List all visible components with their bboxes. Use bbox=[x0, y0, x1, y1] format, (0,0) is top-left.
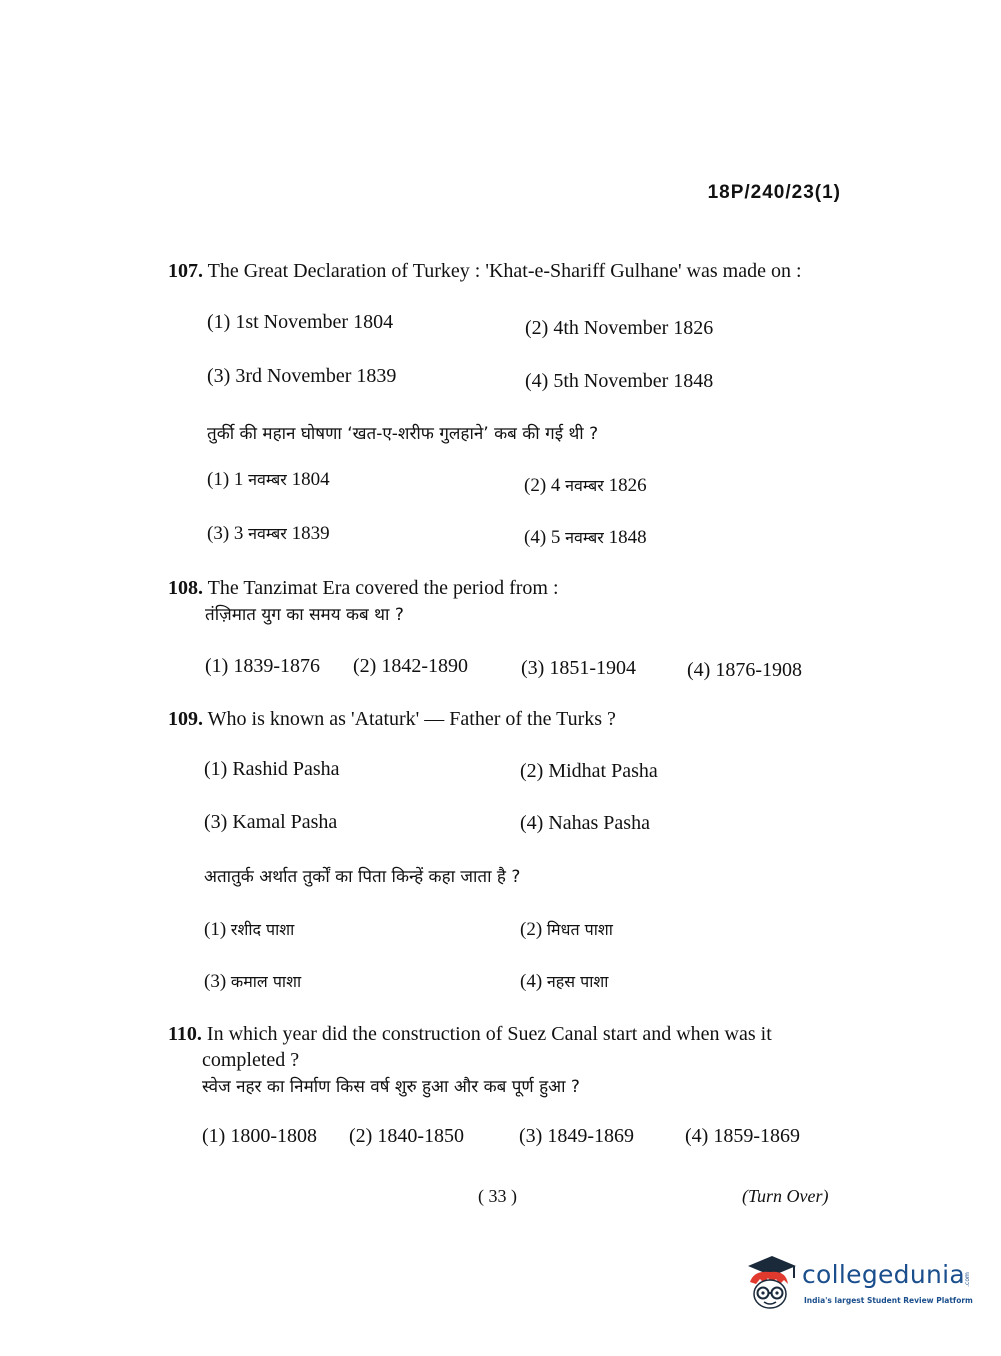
option-hi-3 bbox=[204, 970, 301, 993]
option-hi-4 bbox=[524, 526, 647, 549]
logo-brand-text: collegedunia bbox=[802, 1260, 965, 1289]
option-hi-year: 1804 bbox=[291, 469, 330, 490]
option-hi-2 bbox=[524, 474, 647, 497]
option-hi-label: कमाल पाशा bbox=[230, 972, 302, 991]
option-hi-num: (2) 4 bbox=[524, 475, 561, 496]
question-text-en: Who is known as 'Ataturk' — Father of the Turks ? bbox=[207, 708, 616, 730]
question-text-en: In which year did the construction of Suez Canal start and when was it completed ? bbox=[202, 1023, 772, 1071]
option-4: (4) Nahas Pasha bbox=[520, 812, 650, 834]
question-text bbox=[168, 706, 836, 732]
option-3: (3) 3rd November 1839 bbox=[207, 365, 397, 387]
option-hi-num: (4) bbox=[520, 971, 543, 992]
option-hi-month: नवम्बर bbox=[565, 476, 604, 495]
question-text bbox=[168, 575, 836, 601]
question-text-en: The Great Declaration of Turkey : 'Khat-e-Shariff Gulhane' was made on : bbox=[207, 260, 802, 282]
option-1: (1) Rashid Pasha bbox=[204, 758, 340, 780]
option-hi-num: (2) bbox=[520, 919, 543, 940]
option-hi-2 bbox=[520, 918, 613, 941]
option-2: (2) 1842-1890 bbox=[353, 655, 468, 677]
question-number: 110. bbox=[168, 1023, 202, 1045]
question-number: 108. bbox=[168, 577, 203, 599]
option-4: (4) 1859-1869 bbox=[685, 1125, 800, 1147]
option-hi-label: नहस पाशा bbox=[546, 972, 609, 991]
option-hi-num: (3) bbox=[204, 971, 227, 992]
option-2: (2) Midhat Pasha bbox=[520, 760, 658, 782]
collegedunia-watermark bbox=[742, 1252, 972, 1316]
option-hi-num: (1) 1 bbox=[207, 469, 244, 490]
question-text-en: The Tanzimat Era covered the period from : bbox=[207, 577, 559, 599]
page-code: 18P/240/23(1) bbox=[707, 182, 841, 203]
option-hi-1 bbox=[207, 468, 330, 491]
option-hi-month: नवम्बर bbox=[565, 528, 604, 547]
option-hi-year: 1826 bbox=[608, 475, 647, 496]
logo-tagline: India's largest Student Review Platform bbox=[804, 1296, 973, 1305]
question-text bbox=[168, 258, 836, 284]
question-text bbox=[168, 1021, 836, 1073]
question-text-hi: स्वेज नहर का निर्माण किस वर्ष शुरु हुआ और कब पूर्ण हुआ ? bbox=[202, 1077, 580, 1097]
question-text-hi: तुर्की की महान घोषणा ‘खत-ए-शरीफ गुलहाने’ कब की गई थी ? bbox=[207, 424, 599, 444]
option-hi-label: मिधत पाशा bbox=[546, 920, 613, 939]
option-hi-year: 1848 bbox=[608, 527, 647, 548]
option-hi-3 bbox=[207, 522, 330, 545]
option-3: (3) 1849-1869 bbox=[519, 1125, 634, 1147]
option-hi-1 bbox=[204, 918, 294, 941]
page-number: ( 33 ) bbox=[478, 1186, 517, 1206]
option-4: (4) 1876-1908 bbox=[687, 659, 802, 681]
option-1: (1) 1839-1876 bbox=[205, 655, 320, 677]
option-3: (3) 1851-1904 bbox=[521, 657, 636, 679]
option-hi-year: 1839 bbox=[291, 523, 330, 544]
option-hi-month: नवम्बर bbox=[248, 524, 287, 543]
turn-over-note: (Turn Over) bbox=[742, 1186, 829, 1206]
option-hi-num: (3) 3 bbox=[207, 523, 244, 544]
option-1: (1) 1800-1808 bbox=[202, 1125, 317, 1147]
option-2: (2) 4th November 1826 bbox=[525, 317, 714, 339]
question-number: 109. bbox=[168, 708, 203, 730]
question-text-hi: तंज़िमात युग का समय कब था ? bbox=[205, 605, 404, 625]
option-hi-4 bbox=[520, 970, 608, 993]
option-4: (4) 5th November 1848 bbox=[525, 370, 714, 392]
option-hi-num: (4) 5 bbox=[524, 527, 561, 548]
option-1: (1) 1st November 1804 bbox=[207, 311, 394, 333]
option-2: (2) 1840-1850 bbox=[349, 1125, 464, 1147]
question-text-hi: अतातुर्क अर्थात तुर्कों का पिता किन्हें कहा जाता है ? bbox=[204, 867, 521, 887]
option-hi-label: रशीद पाशा bbox=[230, 920, 295, 939]
option-hi-num: (1) bbox=[204, 919, 227, 940]
logo-domain-suffix: .com bbox=[963, 1272, 971, 1287]
option-3: (3) Kamal Pasha bbox=[204, 811, 338, 833]
option-hi-month: नवम्बर bbox=[248, 470, 287, 489]
student-mascot-icon bbox=[742, 1252, 798, 1312]
question-number: 107. bbox=[168, 260, 203, 282]
